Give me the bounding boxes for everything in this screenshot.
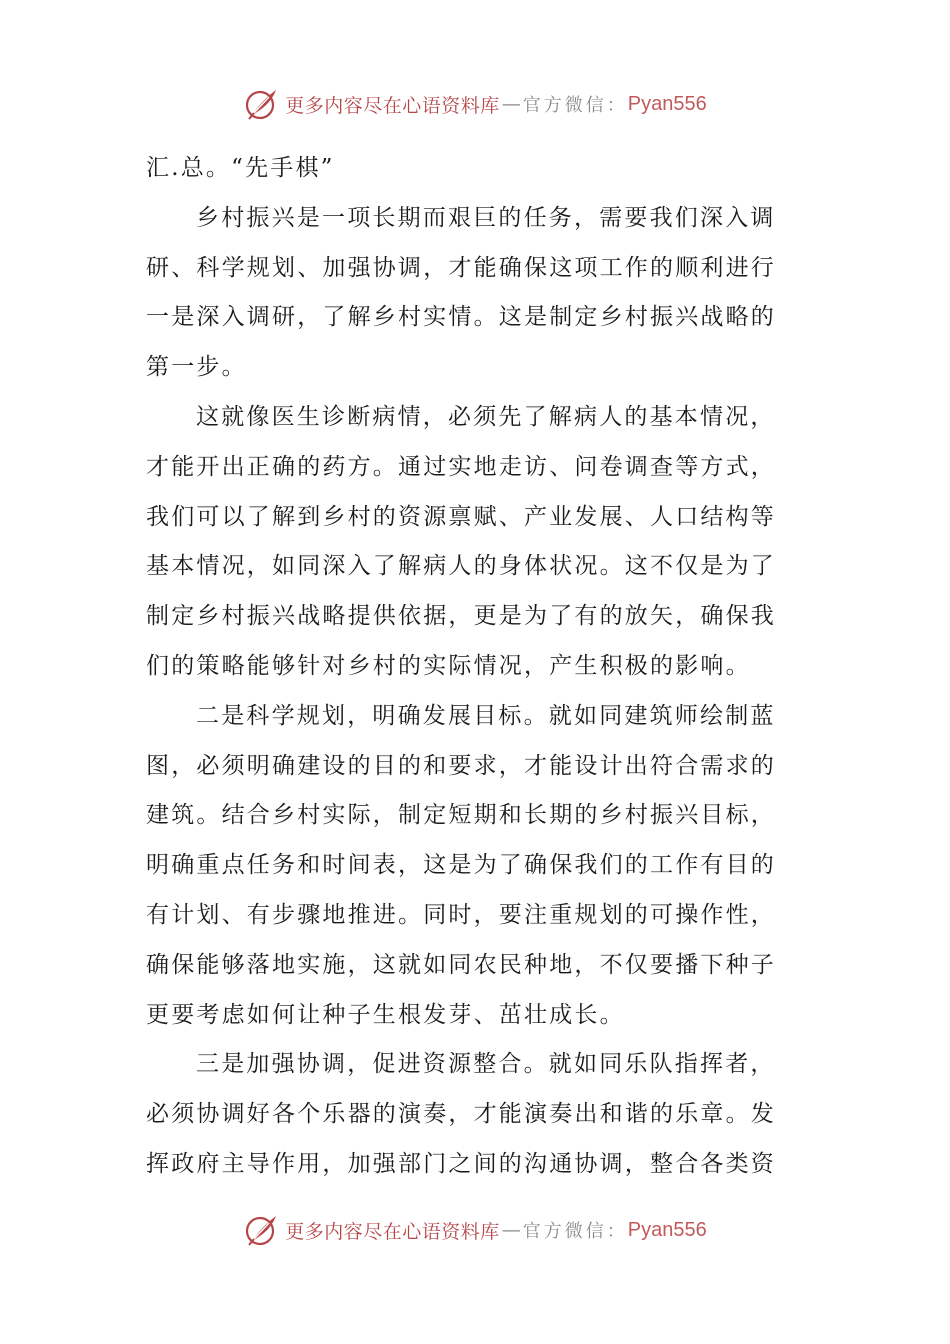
watermark-separator: — [501,93,521,115]
body-line: 制定乡村振兴战略提供依据，更是为了有的放矢，确保我 [146,603,776,630]
paragraph-start-line: 这就像医生诊断病情，必须先了解病人的基本情况， [196,403,776,430]
body-line: 必须协调好各个乐器的演奏，才能演奏出和谐的乐章。发 [146,1101,776,1128]
body-line: 有计划、有步骤地推进。同时，要注重规划的可操作性， [146,901,776,928]
watermark-separator: — [501,1219,521,1241]
body-line: 图，必须明确建设的目的和要求，才能设计出符合需求的 [146,752,776,779]
quill-logo-icon [243,86,279,122]
quill-logo-icon [243,1212,279,1248]
body-line: 更要考虑如何让种子生根发芽、茁壮成长。 [146,1001,625,1028]
body-line: 一是深入调研，了解乡村实情。这是制定乡村振兴战略的 [146,304,776,331]
watermark-brand-text: 更多内容尽在心语资料库 [285,1220,500,1243]
body-line: 明确重点任务和时间表，这是为了确保我们的工作有目的 [146,852,776,879]
paragraph-start-line: 乡村振兴是一项长期而艰巨的任务，需要我们深入调 [196,204,776,231]
paragraph-start-line: 三是加强协调，促进资源整合。就如同乐队指挥者， [196,1051,776,1078]
body-line: 建筑。结合乡村实际，制定短期和长期的乡村振兴目标， [146,802,776,829]
body-line: 确保能够落地实施，这就如同农民种地，不仅要播下种子 [146,951,776,978]
footer-watermark [0,1210,950,1250]
body-line: 研、科学规划、加强协调，才能确保这项工作的顺利进行 [146,254,776,281]
watermark-wechat-id: Pyan556 [627,1218,707,1241]
watermark-brand-text: 更多内容尽在心语资料库 [285,94,500,117]
body-line: 基本情况，如同深入了解病人的身体状况。这不仅是为了 [146,553,776,580]
body-line: 汇.总。“先手棋” [146,155,335,181]
body-line: 们的策略能够针对乡村的实际情况，产生积极的影响。 [146,652,751,679]
document-body [146,144,806,1190]
paragraph-start-line: 二是科学规划，明确发展目标。就如同建筑师绘制蓝 [196,702,776,729]
body-line: 第一步。 [146,354,247,381]
watermark-official-label: 官方微信： [522,1221,628,1242]
watermark-official-label: 官方微信： [522,95,628,116]
body-line: 挥政府主导作用，加强部门之间的沟通协调，整合各类资 [146,1150,776,1177]
body-line: 才能开出正确的药方。通过实地走访、问卷调查等方式， [146,453,776,480]
header-watermark [0,84,950,124]
watermark-wechat-id: Pyan556 [627,92,707,115]
body-line: 我们可以了解到乡村的资源禀赋、产业发展、人口结构等 [146,503,776,530]
